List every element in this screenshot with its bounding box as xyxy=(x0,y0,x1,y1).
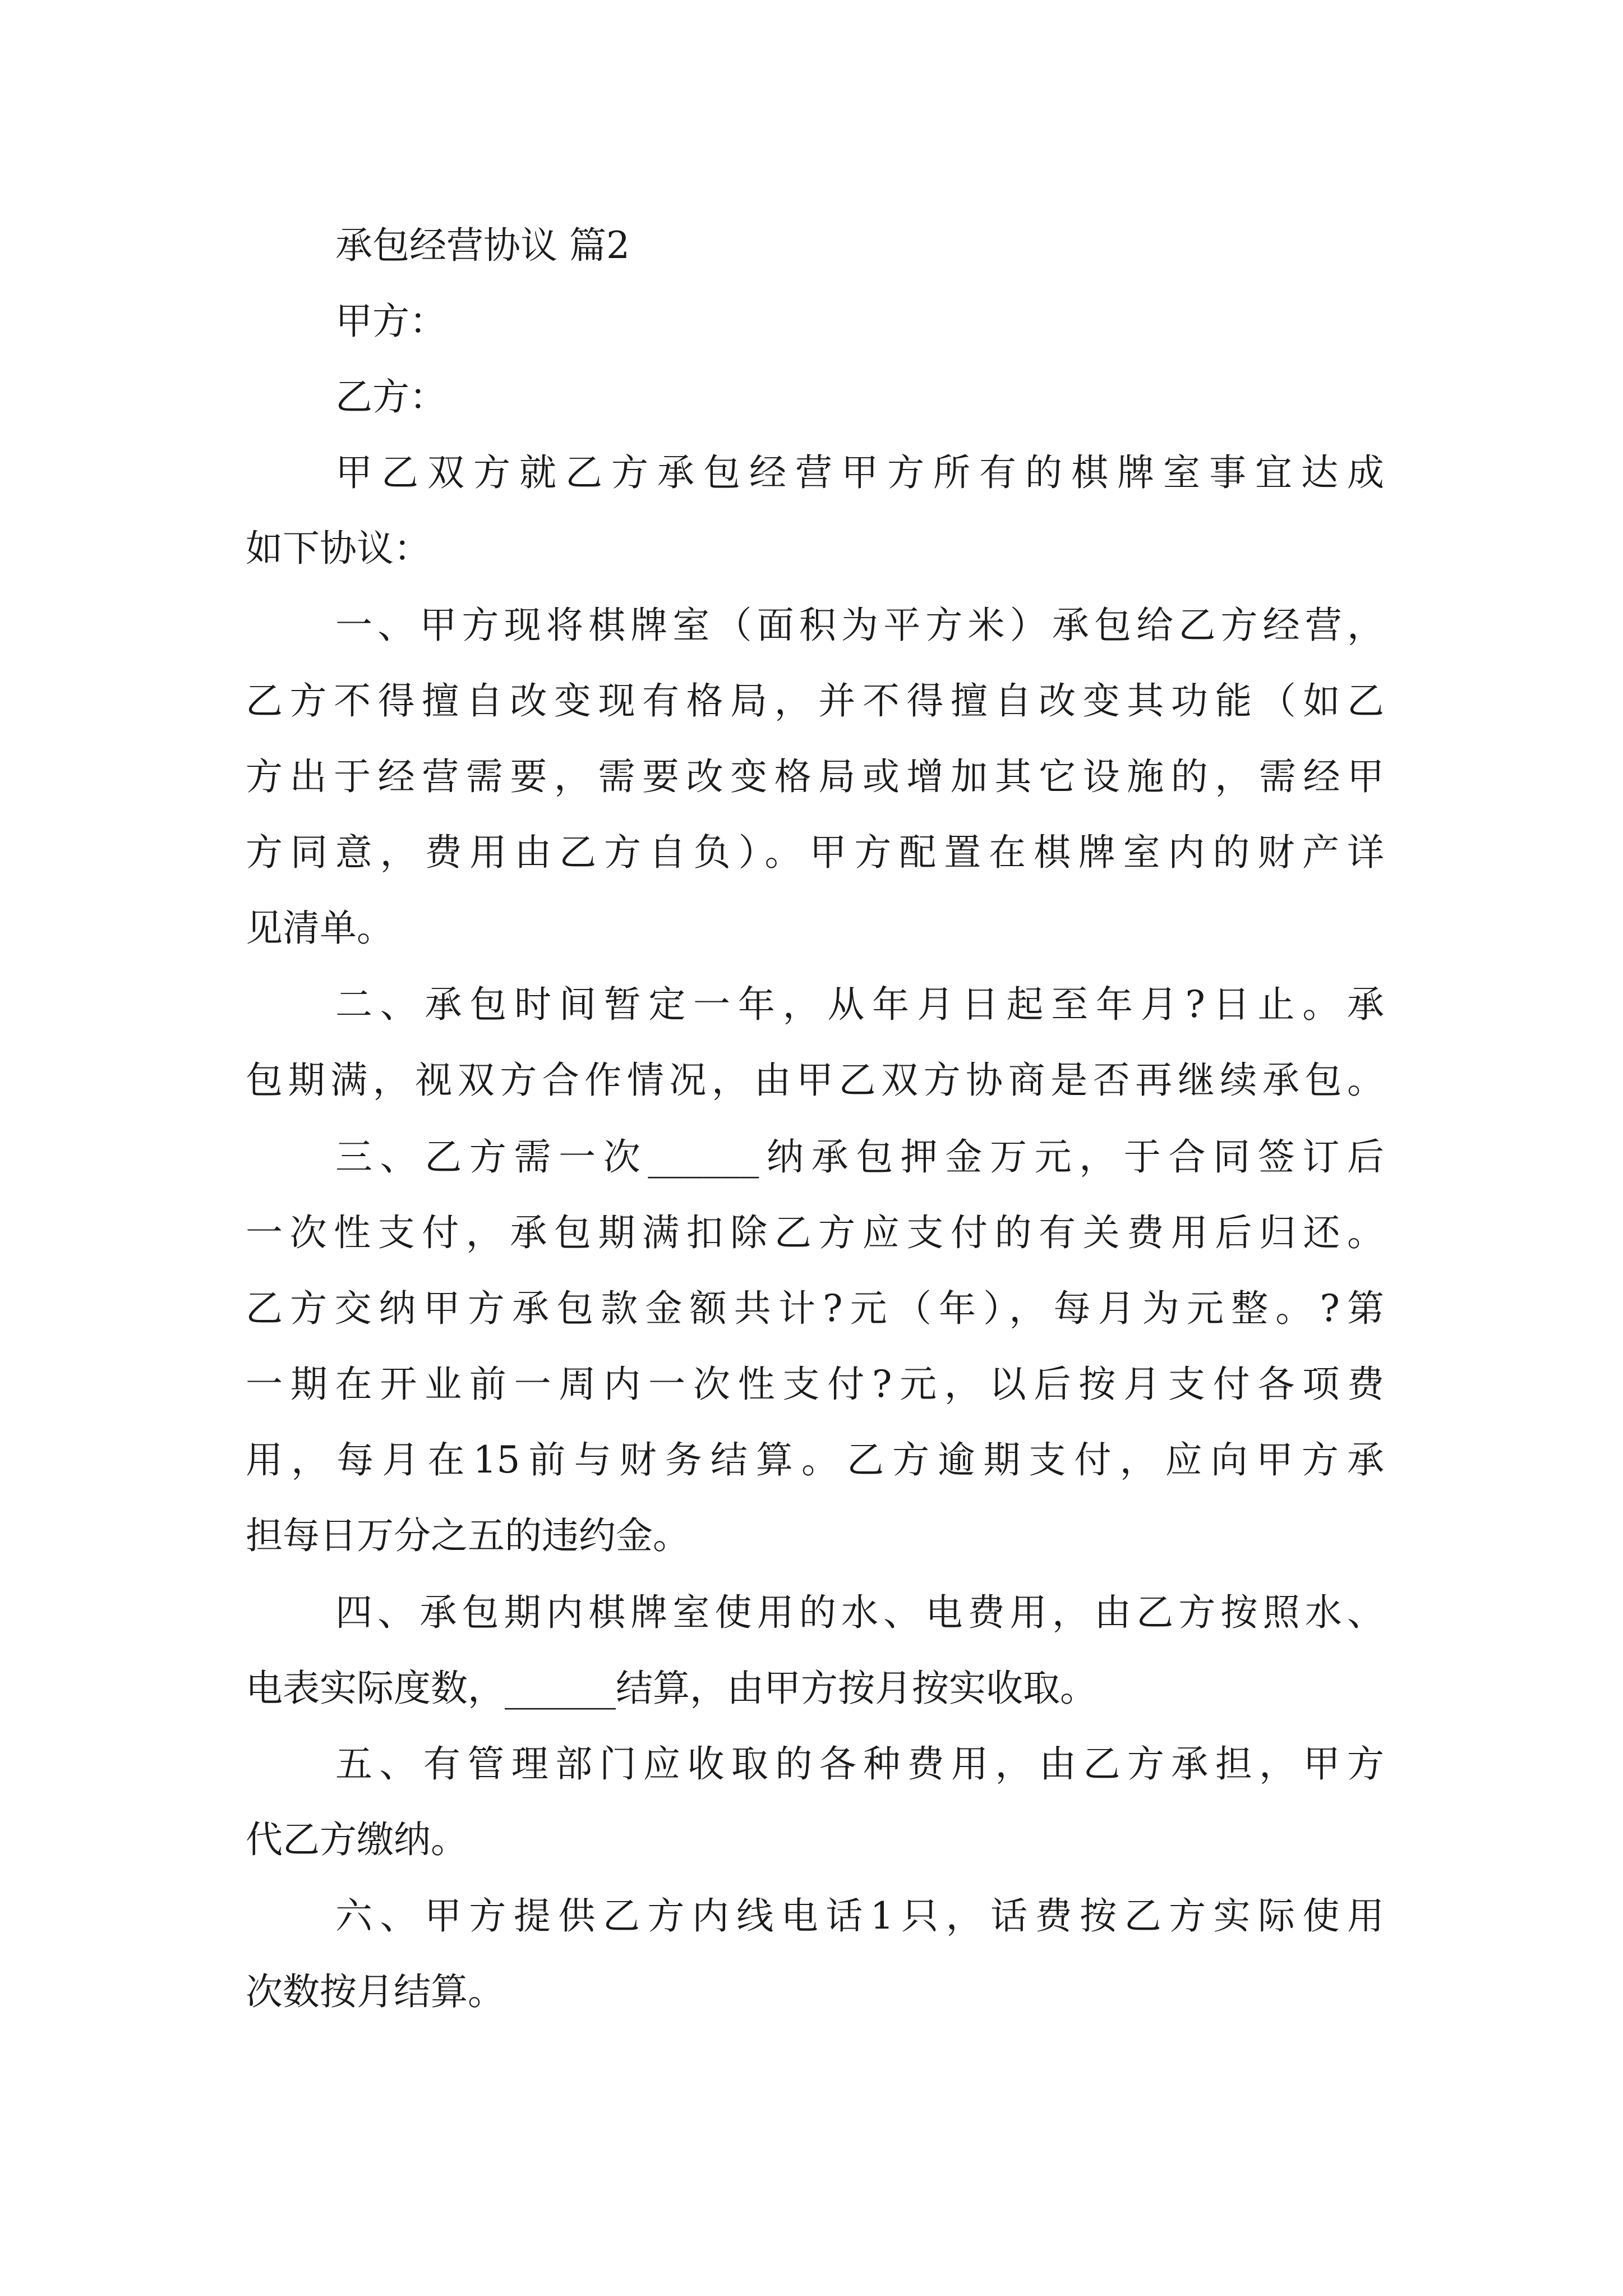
intro-line: 甲乙双方就乙方承包经营甲方所有的棋牌室事宜达成 xyxy=(335,451,1384,494)
clause-3-line: 一期在开业前一周内一次性支付?元，以后按月支付各项费 xyxy=(246,1363,1384,1406)
intro-line: 如下协议： xyxy=(246,527,431,570)
document-title: 承包经营协议 篇2 xyxy=(335,224,630,267)
clause-3-line: 用，每月在15前与财务结算。乙方逾期支付，应向甲方承 xyxy=(246,1438,1384,1481)
clause-1-line: 乙方不得擅自改变现有格局，并不得擅自改变其功能（如乙 xyxy=(246,679,1384,723)
clause-1-line: 方同意，费用由乙方自负）。甲方配置在棋牌室内的财产详 xyxy=(246,831,1384,874)
clause-4-line: 电表实际度数，______结算，由甲方按月按实收取。 xyxy=(246,1667,1097,1710)
clause-1-line: 见清单。 xyxy=(246,907,394,950)
clause-1-line: 方出于经营需要，需要改变格局或增加其它设施的，需经甲 xyxy=(246,755,1384,798)
party-b-label: 乙方： xyxy=(335,375,446,418)
clause-3-line: 担每日万分之五的违约金。 xyxy=(246,1514,690,1557)
clause-5-line: 代乙方缴纳。 xyxy=(246,1818,468,1861)
clause-6-line: 次数按月结算。 xyxy=(246,1970,505,2013)
clause-5-line: 五、有管理部门应收取的各种费用，由乙方承担，甲方 xyxy=(335,1742,1384,1786)
clause-4-line: 四、承包期内棋牌室使用的水、电费用，由乙方按照水、 xyxy=(335,1591,1384,1634)
clause-3-line: 乙方交纳甲方承包款金额共计?元（年），每月为元整。?第 xyxy=(246,1287,1384,1330)
clause-3-line: 一次性支付，承包期满扣除乙方应支付的有关费用后归还。 xyxy=(246,1211,1384,1254)
party-a-label: 甲方： xyxy=(335,300,446,343)
clause-2-line: 二、承包时间暂定一年，从年月日起至年月?日止。承 xyxy=(335,983,1384,1026)
clause-1-line: 一、甲方现将棋牌室（面积为平方米）承包给乙方经营， xyxy=(335,604,1384,647)
clause-6-line: 六、甲方提供乙方内线电话1只，话费按乙方实际使用 xyxy=(335,1894,1384,1938)
clause-3-line: 三、乙方需一次______纳承包押金万元，于合同签订后 xyxy=(335,1135,1384,1179)
clause-2-line: 包期满，视双方合作情况，由甲乙双方协商是否再继续承包。 xyxy=(246,1059,1384,1102)
